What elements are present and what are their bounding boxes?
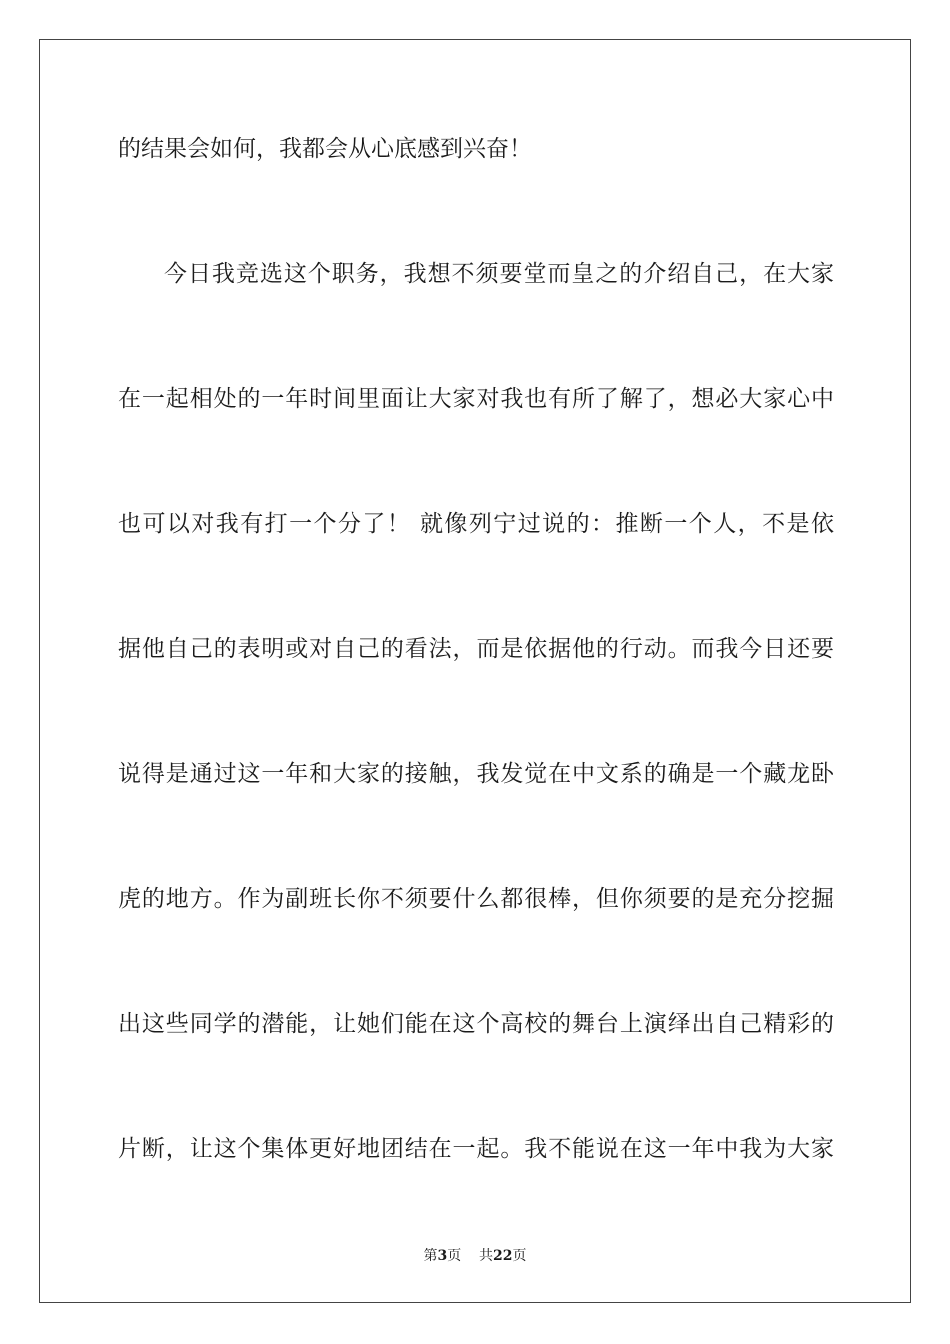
- paragraph-line: 说得是通过这一年和大家的接触，我发觉在中文系的确是一个藏龙卧: [118, 761, 834, 787]
- paragraph-line: 出这些同学的潜能，让她们能在这个高校的舞台上演绎出自己精彩的: [118, 1011, 834, 1037]
- paragraph-line: 的结果会如何，我都会从心底感到兴奋！: [118, 136, 532, 162]
- total-label-prefix: 共: [479, 1248, 494, 1264]
- total-label-unit: 页: [512, 1248, 527, 1264]
- paragraph-line: 在一起相处的一年时间里面让大家对我也有所了解了，想必大家心中: [118, 386, 834, 412]
- paragraph-line: 今日我竞选这个职务，我想不须要堂而皇之的介绍自己，在大家: [164, 261, 834, 287]
- current-page-number: 3: [437, 1248, 448, 1264]
- total-page-count: 22: [493, 1248, 513, 1264]
- paragraph-line: 也可以对我有打一个分了！ 就像列宁过说的：推断一个人，不是依: [118, 511, 834, 537]
- paragraph-line: 虎的地方。作为副班长你不须要什么都很棒，但你须要的是充分挖掘: [118, 886, 834, 912]
- page-footer: [0, 1247, 950, 1265]
- page-label-prefix: 第: [423, 1248, 438, 1264]
- paragraph-line: 片断，让这个集体更好地团结在一起。我不能说在这一年中我为大家: [118, 1136, 834, 1162]
- page-label-unit: 页: [447, 1248, 462, 1264]
- page-border: [39, 39, 911, 1303]
- paragraph-line: 据他自己的表明或对自己的看法，而是依据他的行动。而我今日还要: [118, 636, 834, 662]
